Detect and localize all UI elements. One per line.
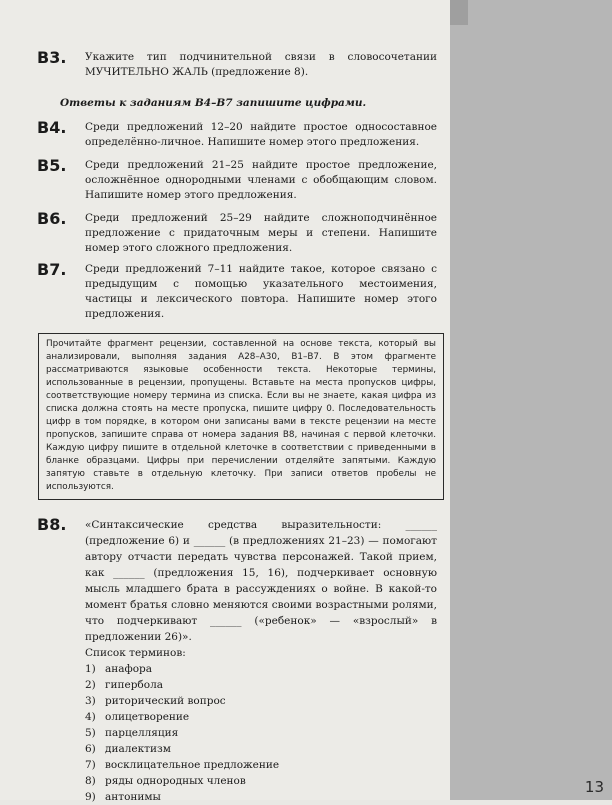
terms-list-title: Список терминов:: [85, 647, 186, 659]
task-code: В7.: [37, 260, 67, 279]
list-item: 9) антонимы: [85, 791, 161, 803]
task-text: Среди предложений 21–25 найдите простое предложение, осложнённое однородными членами с обобщающим словом. Напишите номер этого предложения.: [85, 159, 437, 201]
task-text: Среди предложений 25–29 найдите сложноподчинённое предложение с придаточным меры и степени. Напишите номер этого сложного предложения.: [85, 212, 437, 254]
list-item: 4) олицетворение: [85, 711, 190, 723]
task-b6: [37, 211, 437, 256]
terms-list: [85, 661, 437, 805]
list-item: 5) парцелляция: [85, 727, 179, 739]
task-text: Среди предложений 12–20 найдите простое односоставное определённо-личное. Напишите номер этого предложения.: [85, 121, 437, 148]
list-item: 2) гипербола: [85, 679, 164, 691]
page-margin-band: [450, 0, 612, 800]
task-code: В8.: [37, 515, 67, 534]
task-b5: [37, 158, 437, 203]
list-item: 3) риторический вопрос: [85, 695, 226, 707]
list-item: 7) восклицательное предложение: [85, 759, 280, 771]
page-number: 13: [584, 778, 604, 796]
list-item: 1) анафора: [85, 663, 153, 675]
task-code: В4.: [37, 118, 67, 137]
list-item: 6) диалектизм: [85, 743, 171, 755]
task-code: В3.: [37, 48, 67, 67]
task-text: «Синтаксические средства выразительности: ______ (предложение 6) и ______ (в предложениях 21–23) — помогают автору отчасти передать чувства персонажей. Такой прием, как ______ (предложения 15, 16), подчеркивает основную мысль младшего брата в рассуждениях о войне. В какой-то момент братья словно меняются своими возрастными ролями, что подчеркивают ______ («ребенок» — «взрослый» в предложении 26)».: [85, 519, 437, 643]
task-text: Укажите тип подчинительной связи в словосочетании МУЧИТЕЛЬНО ЖАЛЬ (предложение 8).: [85, 51, 437, 78]
instruction-box: Прочитайте фрагмент рецензии, составленной на основе текста, который вы анализировали, выполняя задания А28–А30, В1–В7. В этом фрагменте рассматриваются языковые особенности текста. Некоторые термины, использованные в рецензии, пропущены. Вставьте на места пропусков цифры, соответствующие номеру термина из списка. Если вы не знаете, какая цифра из списка должна стоять на месте пропуска, пишите цифру 0. Последовательность цифр в том порядке, в котором они записаны вами в тексте рецензии на месте пропусков, запишите справа от номера задания В8, начиная с первой клеточки. Каждую цифру пишите в отдельной клеточке в соответствии с приведенными в бланке образцами. Цифры при перечислении отделяйте запятыми. Каждую запятую ставьте в отдельную клеточку. При записи ответов пробелы не используются.: [38, 333, 444, 500]
margin-tab: [450, 0, 468, 25]
task-code: В5.: [37, 156, 67, 175]
task-text: Среди предложений 7–11 найдите такое, которое связано с предыдущим с помощью указательного местоимения, частицы и лексического повтора. Напишите номер этого предложения.: [85, 263, 437, 320]
section-subheading: Ответы к заданиям В4–В7 запишите цифрами.: [60, 97, 367, 109]
task-code: В6.: [37, 209, 67, 228]
task-b7: [37, 262, 437, 322]
task-b4: [37, 120, 437, 150]
list-item: 8) ряды однородных членов: [85, 775, 246, 787]
task-b8: [37, 517, 437, 805]
task-b3: [37, 50, 437, 80]
